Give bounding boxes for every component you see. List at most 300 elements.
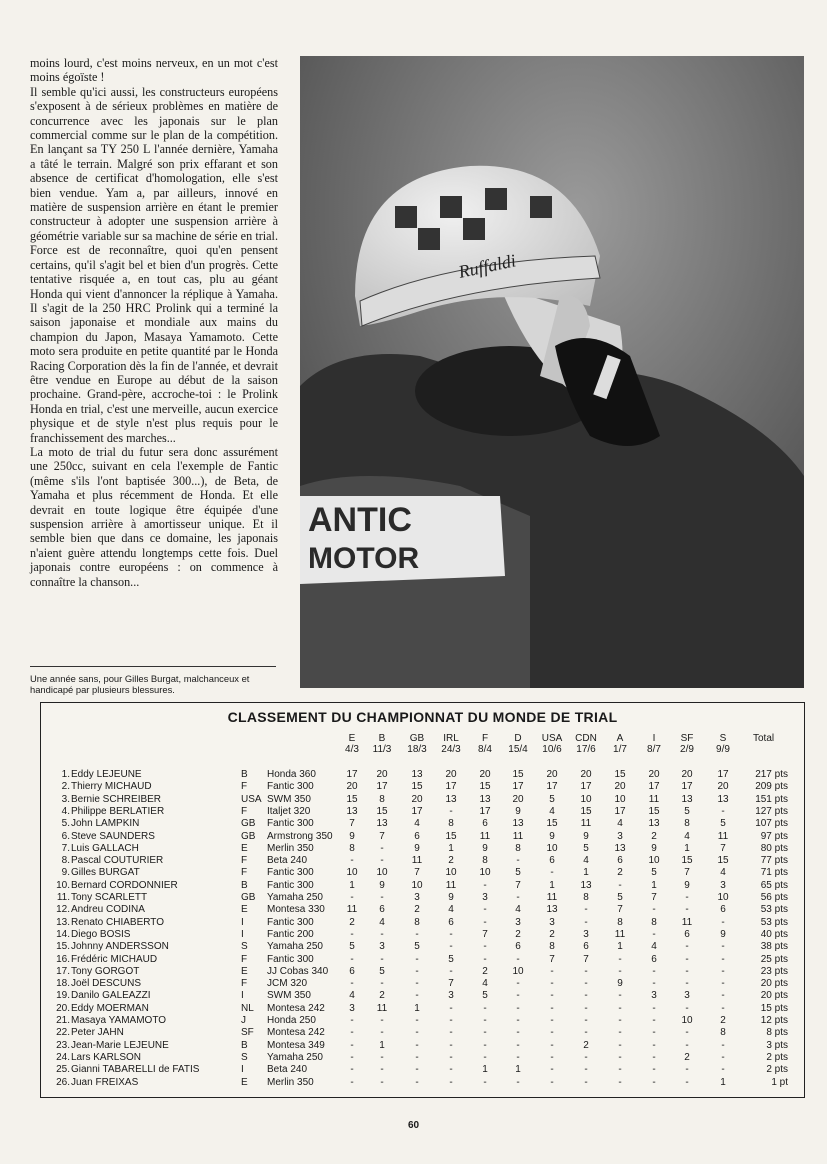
event-score: 1 [583,867,589,879]
event-header [537,733,567,755]
table-row [41,818,804,830]
event-header [402,733,432,755]
event-score: - [415,990,419,1002]
jacket-logo [300,496,505,584]
event-score: 5 [448,953,454,965]
event-score: - [721,1039,725,1051]
championship-table [40,702,805,1098]
event-score: - [618,1015,622,1026]
rider-rank: 16. [56,953,70,965]
event-score: - [685,1039,689,1051]
event-score: - [516,978,520,990]
table-row [41,831,804,843]
event-score: 10 [479,867,491,879]
event-score: 3 [448,990,454,1002]
event-score: - [350,1064,354,1076]
event-score: - [380,892,384,903]
event-country: A [616,733,624,744]
rider-total: 65 pts [760,879,788,891]
rider-rank: 8. [61,855,70,867]
event-header [672,733,702,755]
event-score: 6 [651,953,657,965]
event-score: - [516,1039,520,1051]
event-score: - [449,1076,453,1088]
event-score: 6 [515,941,521,953]
event-score: - [721,978,725,990]
event-score: 10 [445,867,457,879]
event-score: 6 [617,855,623,867]
rider-name: Philippe BERLATIER [71,805,165,817]
event-score: 3 [549,916,555,928]
event-score: - [380,978,384,990]
event-score: 1 [617,941,623,953]
event-score: 6 [379,904,385,916]
event-score: - [584,1027,588,1039]
rider-nationality: E [241,965,248,977]
event-score: - [380,1064,384,1076]
table-row [41,1064,804,1076]
event-score: - [483,1051,487,1063]
rider-name: Diego BOSIS [71,928,131,940]
event-score: - [652,1027,656,1039]
event-score: 7 [448,978,454,990]
event-score: 11 [479,830,491,842]
event-score: 13 [648,818,660,830]
rider-rank: 24. [56,1051,70,1063]
event-score: - [516,1051,520,1063]
jacket-text-1: ANTIC [308,501,412,539]
event-score: 15 [346,793,358,805]
event-score: 5 [617,892,623,903]
event-score: 3 [617,830,623,842]
event-score: 10 [512,965,524,977]
event-score: - [380,1076,384,1088]
event-score: 3 [651,990,657,1002]
rider-bike: Fantic 300 [267,916,314,928]
article-paragraph: moins lourd, c'est moins nerveux, en un mot c'est moins égoïste ! [30,56,278,85]
rider-rank: 12. [56,904,70,916]
event-score: - [415,1051,419,1063]
event-score: - [550,1039,554,1051]
event-score: - [584,978,588,990]
rider-nationality: GB [241,830,256,842]
event-score: - [350,1015,354,1026]
rider-name: Luis GALLACH [71,842,139,854]
event-score: 3 [379,941,385,953]
event-score: - [721,1051,725,1063]
rider-total: 77 pts [760,855,788,867]
event-score: - [516,855,520,867]
event-score: 10 [614,793,626,805]
rider-bike: Fantic 300 [267,879,314,891]
event-score: - [584,965,588,977]
rider-name: Bernie SCHREIBER [71,793,162,805]
event-score: 13 [512,818,524,830]
event-score: - [415,965,419,977]
rider-name: Eddy LEJEUNE [71,769,142,780]
rider-rank: 18. [56,978,70,990]
rider-nationality: NL [241,1002,254,1014]
table-row [41,904,804,916]
event-score: - [618,1076,622,1088]
rider-nationality: E [241,1076,248,1088]
event-score: - [550,990,554,1002]
event-score: 20 [512,793,524,805]
event-score: 10 [681,1015,693,1026]
photo-caption: Une année sans, pour Gilles Burgat, malchanceux et handicapé par plusieurs blessures. [30,666,276,695]
rider-rank: 22. [56,1027,70,1039]
event-date: 8/7 [647,744,661,755]
event-score: - [550,1027,554,1039]
rider-bike: Merlin 350 [267,1076,314,1088]
table-row [41,978,804,990]
rider-bike: Fantic 200 [267,928,314,940]
event-score: 2 [515,928,521,940]
event-score: - [618,990,622,1002]
event-score: 3 [720,879,726,891]
rider-bike: Italjet 320 [267,805,311,817]
event-score: 20 [479,769,491,780]
rider-rank: 20. [56,1002,70,1014]
event-score: - [350,1051,354,1063]
event-score: - [685,1002,689,1014]
event-score: 8 [720,1027,726,1039]
event-score: 11 [376,1002,388,1014]
rider-nationality: USA [241,793,262,805]
event-score: 8 [515,842,521,854]
event-date: 17/6 [576,744,596,755]
event-score: 6 [482,818,488,830]
event-score: 17 [614,805,626,817]
event-score: - [550,978,554,990]
rider-photo [300,56,804,688]
event-score: - [584,1076,588,1088]
rider-bike: Montesa 242 [267,1027,325,1039]
event-score: 13 [681,793,693,805]
event-score: 5 [651,867,657,879]
event-score: 17 [717,769,729,780]
rider-rank: 11. [56,892,70,903]
event-score: - [584,1051,588,1063]
event-score: 8 [617,916,623,928]
rider-bike: Honda 360 [267,769,316,780]
event-score: 7 [617,904,623,916]
event-score: - [550,1015,554,1026]
rider-bike: Fantic 300 [267,867,314,879]
event-score: - [685,1027,689,1039]
rider-nationality: GB [241,818,256,830]
event-score: 8 [379,793,385,805]
rider-nationality: SF [241,1027,254,1039]
event-score: 2 [482,965,488,977]
event-score: 2 [448,855,454,867]
event-score: - [350,1076,354,1088]
event-score: 6 [448,916,454,928]
rider-bike: SWM 350 [267,793,311,805]
event-score: 13 [717,793,729,805]
event-score: - [449,965,453,977]
event-score: 4 [549,805,555,817]
table-row [41,1027,804,1039]
event-score: 20 [580,769,592,780]
rider-rank: 17. [56,965,70,977]
event-score: - [685,892,689,903]
event-score: - [449,1002,453,1014]
event-score: 7 [684,867,690,879]
event-date: 9/9 [716,744,730,755]
event-score: - [380,953,384,965]
rider-name: Masaya YAMAMOTO [71,1015,167,1026]
event-score: - [483,1027,487,1039]
event-score: 2 [549,928,555,940]
rider-bike: JCM 320 [267,978,308,990]
event-score: 4 [482,978,488,990]
event-score: - [483,1002,487,1014]
event-score: 9 [349,830,355,842]
table-row [41,1015,804,1027]
rider-total: 3 pts [766,1039,788,1051]
event-score: 1 [720,1076,726,1088]
event-score: 2 [684,1051,690,1063]
rider-rank: 15. [56,941,70,953]
event-score: - [380,1027,384,1039]
event-score: - [652,965,656,977]
event-score: - [483,879,487,891]
event-score: - [350,855,354,867]
event-score: - [652,1039,656,1051]
event-score: - [516,1015,520,1026]
event-score: 9 [482,842,488,854]
rider-name: Juan FREIXAS [71,1076,139,1088]
event-score: 3 [515,916,521,928]
event-score: 9 [651,842,657,854]
total-header: Total [753,733,775,744]
article-paragraph: Il semble qu'ici aussi, les constructeurs européens s'exposent à de sérieux problèmes en matière de concurrence avec les japonais sur le plan commercial comme sur le plan de la compétition. En lançant sa TY 250 L l'année dernière, Yamaha a tâté le terrain. Malgré son prix effarant et son absence de certificat d'homologation, elle s'est bien vendue. Yam a, par ailleurs, innové en matière de suspension arrière en étant le premier constructeur à adopter une suspension arrière à géométrie variable sur sa machine de série en trial. Force est de reconnaître, quoi qu'en pensent certains, qu'il s'agit bel et bien d'un progrès. Cette tentative risquée a, en tout cas, plu au géant Honda qui vient d'annoncer la réplique à Yamaha. Il s'agit de la 250 HRC Prolink qui a terminé la saison japonaise et mondiale aux mains du champion du Japon, Masaya Yamamoto. Cette moto sera produite en petite quantité par le Honda Racing Corporation dès la fin de l'année, et devrait être vendue en Europe au début de la saison prochaine. Grand-père, accroche-toi : le Prolink Honda en trial, c'est une merveille, aucun exercice physique et de style n'est plus requis pour le franchissement des marches... [30,84,278,445]
event-score: 5 [720,818,726,830]
event-score: 20 [346,781,358,793]
table-title: CLASSEMENT DU CHAMPIONNAT DU MONDE DE TRIAL [227,709,618,725]
event-score: - [350,1039,354,1051]
event-score: - [721,916,725,928]
event-country: D [514,733,522,744]
rider-name: Bernard CORDONNIER [71,879,178,891]
event-score: - [652,928,656,940]
event-score: - [380,855,384,867]
event-score: - [584,1064,588,1076]
page-number: 60 [407,1120,420,1131]
event-score: 17 [376,781,388,793]
rider-rank: 23. [56,1039,70,1051]
event-date: 24/3 [441,744,461,755]
rider-rank: 6. [61,830,70,842]
event-score: - [584,1015,588,1026]
event-score: - [380,1015,384,1026]
event-score: 13 [546,904,558,916]
event-score: 11 [681,916,693,928]
event-date: 2/9 [680,744,694,755]
table-row [41,806,804,818]
event-score: 15 [580,805,592,817]
event-header [436,733,466,755]
event-score: - [550,1002,554,1014]
event-score: - [516,1076,520,1088]
event-score: 7 [720,842,726,854]
rider-name: Renato CHIABERTO [71,916,165,928]
event-score: 3 [583,928,589,940]
rider-total: 53 pts [760,904,788,916]
event-score: - [550,867,554,879]
event-score: 1 [549,879,555,891]
rider-total: 2 pts [766,1064,788,1076]
rider-nationality: F [241,805,248,817]
event-score: - [618,879,622,891]
event-score: 6 [549,855,555,867]
event-header [367,733,397,755]
event-score: 20 [376,769,388,780]
table-row [41,990,804,1002]
event-score: 13 [479,793,491,805]
event-score: 15 [445,830,457,842]
rider-bike: Merlin 350 [267,842,314,854]
event-score: - [449,805,453,817]
event-score: 2 [720,1015,726,1026]
rider-nationality: I [241,916,244,928]
event-score: 9 [684,879,690,891]
event-header [605,733,635,755]
event-score: 4 [617,818,623,830]
event-score: 9 [414,842,420,854]
table-row [41,929,804,941]
event-score: 2 [617,867,623,879]
table-row [41,880,804,892]
event-score: - [350,892,354,903]
event-score: 17 [411,805,423,817]
event-score: - [415,1027,419,1039]
event-score: 13 [445,793,457,805]
event-score: 5 [414,941,420,953]
rider-rank: 14. [56,928,70,940]
event-score: - [584,990,588,1002]
rider-nationality: B [241,769,248,780]
rider-nationality: I [241,1064,244,1076]
event-score: 5 [349,941,355,953]
rider-total: 12 pts [760,1015,788,1026]
rider-nationality: F [241,867,248,879]
event-header [571,733,601,755]
rider-total: 209 pts [755,781,788,793]
event-score: 15 [546,818,558,830]
event-score: 6 [720,904,726,916]
rider-total: 15 pts [760,1002,788,1014]
event-country: CDN [575,733,597,744]
rider-nationality: S [241,1051,248,1063]
event-country: IRL [443,733,459,744]
event-score: 8 [414,916,420,928]
event-country: F [481,733,489,744]
jacket-text-2: MOTOR [308,542,420,575]
event-score: 2 [349,916,355,928]
rider-total: 71 pts [760,867,788,879]
rider-name: Gianni TABARELLI de FATIS [71,1064,200,1076]
event-score: 13 [376,818,388,830]
event-country: B [378,733,386,744]
rider-nationality: F [241,855,248,867]
event-score: 20 [614,781,626,793]
event-score: - [618,1039,622,1051]
event-country: I [652,733,656,744]
event-score: - [685,953,689,965]
event-score: 5 [515,867,521,879]
rider-bike: Armstrong 350 [267,830,333,842]
event-score: 20 [546,769,558,780]
rider-total: 107 pts [755,818,788,830]
event-score: - [618,965,622,977]
event-score: 5 [684,805,690,817]
rider-name: Tony SCARLETT [71,892,148,903]
event-score: - [350,928,354,940]
event-score: - [449,1064,453,1076]
event-score: 9 [583,830,589,842]
event-score: 10 [376,867,388,879]
rider-nationality: F [241,953,248,965]
article-text [30,56,278,589]
event-score: - [685,965,689,977]
event-score: 9 [379,879,385,891]
rider-total: 56 pts [760,892,788,903]
rider-total: 40 pts [760,928,788,940]
event-date: 11/3 [372,744,392,755]
table-row [41,966,804,978]
rider-bike: Honda 250 [267,1015,316,1026]
event-score: - [350,978,354,990]
event-date: 8/4 [478,744,492,755]
event-score: 10 [648,855,660,867]
event-score: 3 [414,892,420,903]
event-score: 20 [681,769,693,780]
event-score: 17 [445,781,457,793]
event-score: 6 [414,830,420,842]
table-row [41,892,804,904]
event-score: 5 [379,965,385,977]
rider-bike: Fantic 300 [267,953,314,965]
event-score: - [449,1027,453,1039]
event-score: 7 [414,867,420,879]
event-score: 5 [482,990,488,1002]
event-score: 10 [717,892,729,903]
rider-nationality: S [241,941,248,953]
table-row [41,1003,804,1015]
event-score: 1 [349,879,355,891]
event-score: - [380,842,384,854]
event-score: 6 [349,965,355,977]
event-score: 11 [717,830,729,842]
rider-total: 97 pts [760,830,788,842]
rider-nationality: B [241,1039,248,1051]
rider-nationality: I [241,928,244,940]
event-score: 15 [411,781,423,793]
event-score: 2 [583,1039,589,1051]
event-score: 17 [346,769,358,780]
event-score: 5 [549,793,555,805]
event-score: 7 [379,830,385,842]
rider-total: 8 pts [766,1027,788,1039]
event-score: 8 [349,842,355,854]
table-row [41,867,804,879]
event-score: 9 [515,805,521,817]
event-score: 13 [411,769,423,780]
rider-photo-illustration [300,56,804,688]
rider-total: 23 pts [760,965,788,977]
